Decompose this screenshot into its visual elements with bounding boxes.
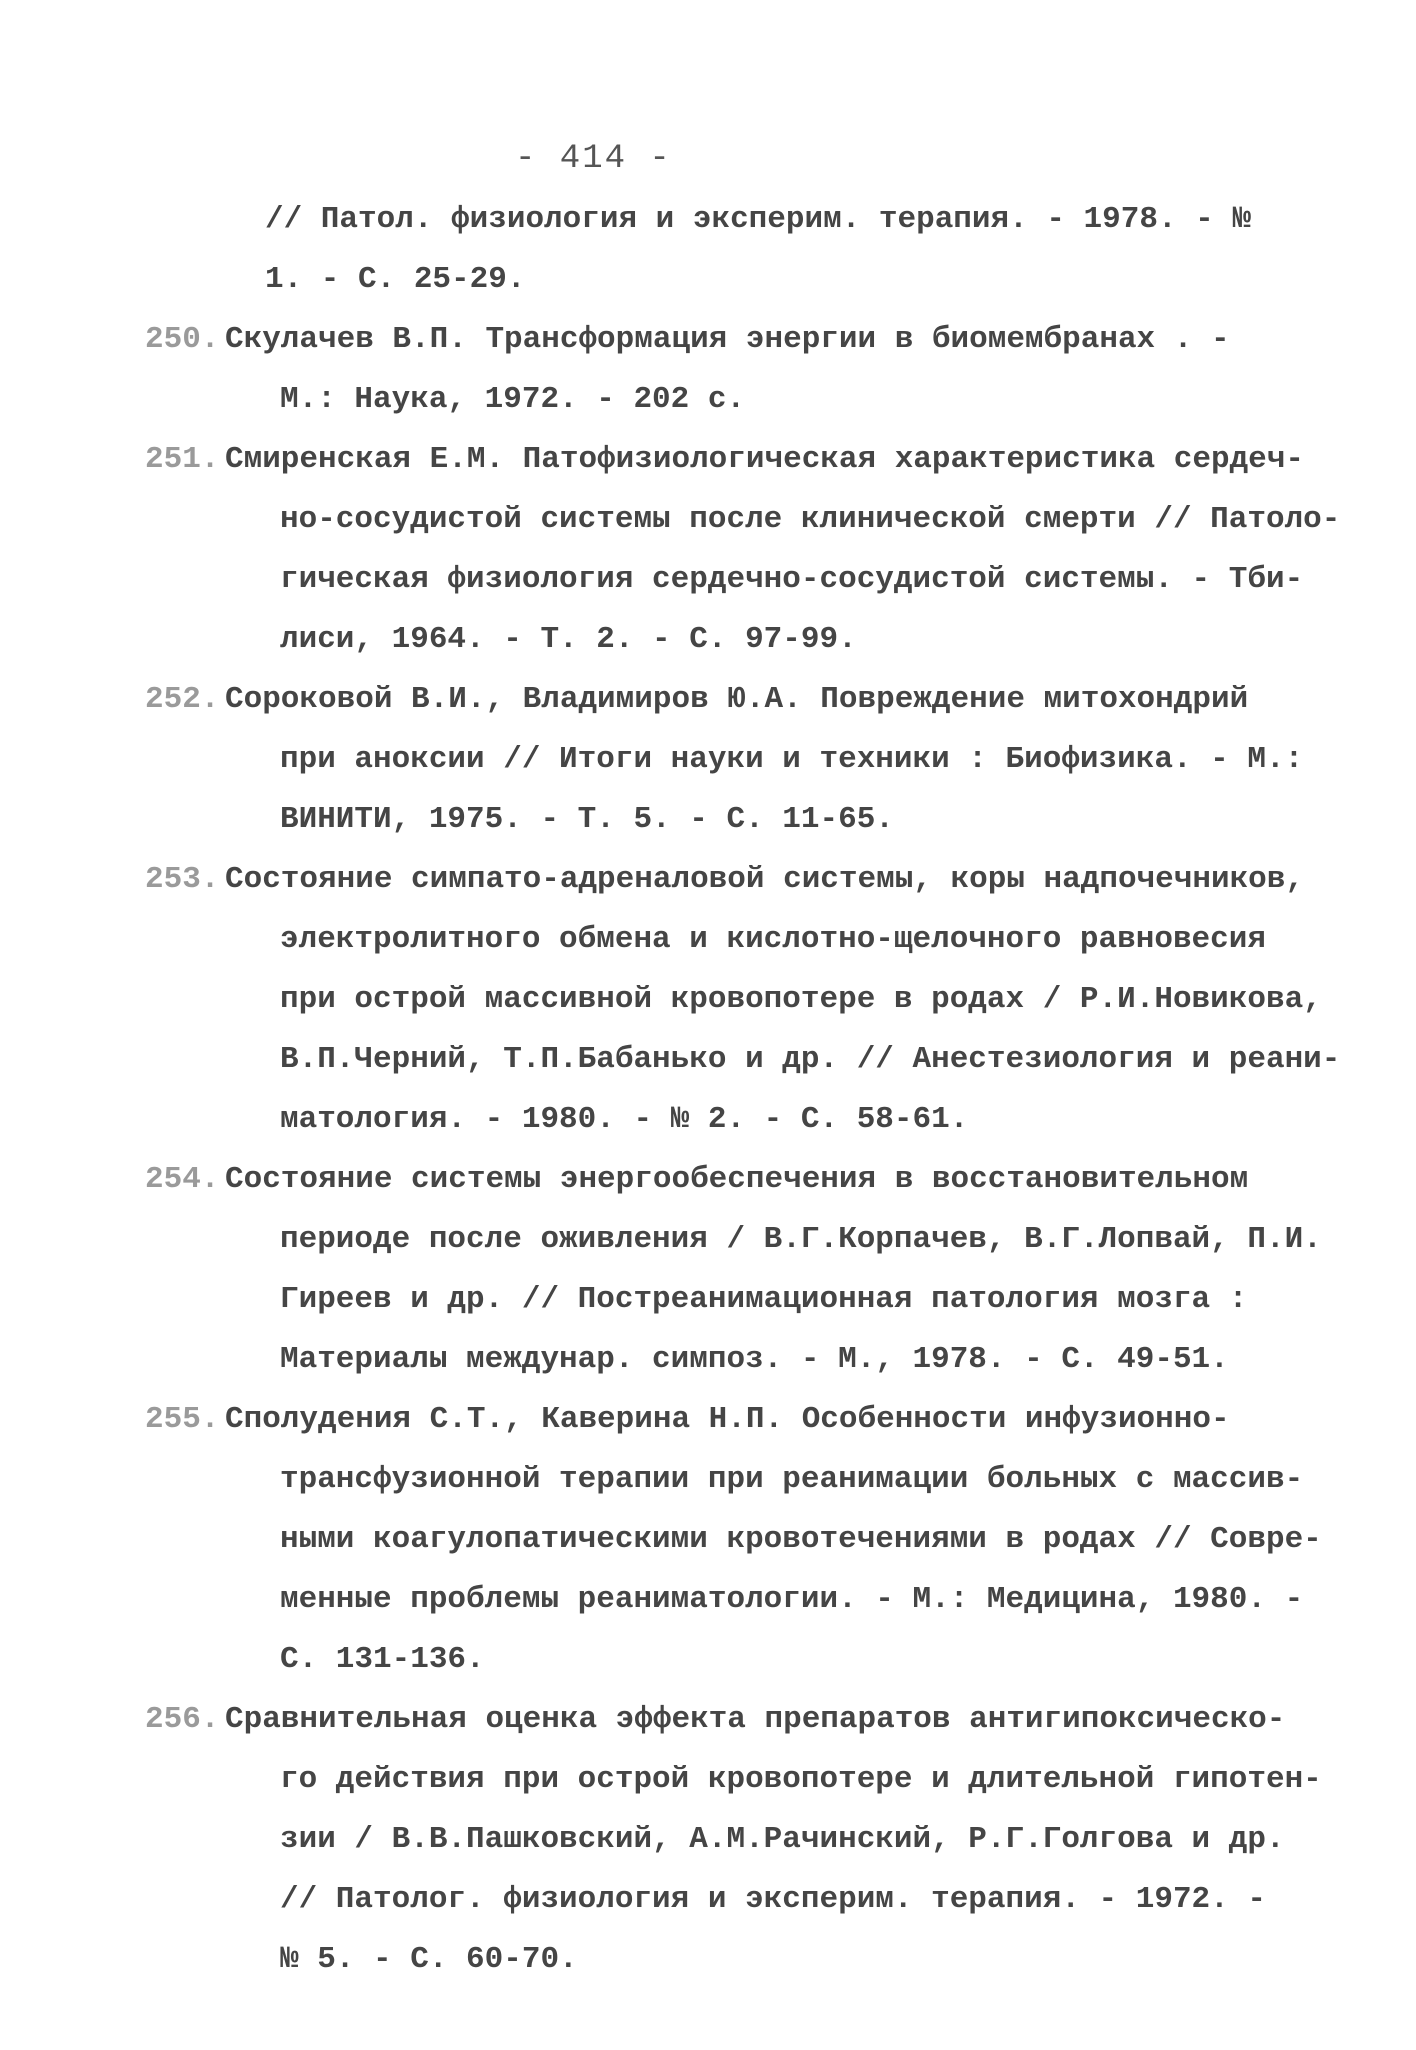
bibliography-entry bbox=[145, 1690, 1322, 1990]
entry-line: менные проблемы реаниматологии. - М.: Медицина, 1980. - bbox=[280, 1582, 1304, 1617]
entry-line: трансфузионной терапии при реанимации больных с массив- bbox=[280, 1462, 1304, 1497]
entry-line: Скулачев В.П. Трансформация энергии в биомембранах . - bbox=[225, 322, 1230, 357]
entry-number: 252. bbox=[145, 682, 220, 717]
entry-line: М.: Наука, 1972. - 202 с. bbox=[280, 382, 746, 417]
entry-line: матология. - 1980. - № 2. - С. 58-61. bbox=[280, 1102, 969, 1137]
entry-line: лиси, 1964. - Т. 2. - С. 97-99. bbox=[280, 622, 857, 657]
entry-line: электролитного обмена и кислотно-щелочного равновесия bbox=[280, 922, 1266, 957]
entry-line: при острой массивной кровопотере в родах / Р.И.Новикова, bbox=[280, 982, 1322, 1017]
entry-line: № 5. - С. 60-70. bbox=[280, 1942, 578, 1977]
entry-number: 251. bbox=[145, 442, 220, 477]
entry-number: 255. bbox=[145, 1402, 220, 1437]
entry-line: Смиренская Е.М. Патофизиологическая характеристика сердеч- bbox=[225, 442, 1304, 477]
entry-line: го действия при острой кровопотере и длительной гипотен- bbox=[280, 1762, 1322, 1797]
entry-line: В.П.Черний, Т.П.Бабанько и др. // Анестезиология и реани- bbox=[280, 1042, 1341, 1077]
entry-line: ными коагулопатическими кровотечениями в родах // Совре- bbox=[280, 1522, 1322, 1557]
entry-number: 254. bbox=[145, 1162, 220, 1197]
bibliography-entry bbox=[145, 190, 1315, 310]
bibliography-entry bbox=[145, 850, 1341, 1150]
entry-line: Состояние симпато-адреналовой системы, коры надпочечников, bbox=[225, 862, 1304, 897]
entry-line: Сороковой В.И., Владимиров Ю.А. Повреждение митохондрий bbox=[225, 682, 1249, 717]
entry-line: 1. - С. 25-29. bbox=[265, 262, 526, 297]
entry-number: 253. bbox=[145, 862, 220, 897]
entry-line: при аноксии // Итоги науки и техники : Биофизика. - М.: bbox=[280, 742, 1304, 777]
entry-line: Материалы междунар. симпоз. - М., 1978. - С. 49-51. bbox=[280, 1342, 1229, 1377]
entry-line: С. 131-136. bbox=[280, 1642, 485, 1677]
bibliography-entry bbox=[145, 430, 1341, 670]
entry-line: Сполудения С.Т., Каверина Н.П. Особенности инфузионно- bbox=[225, 1402, 1230, 1437]
bibliography-entry bbox=[145, 670, 1315, 850]
entry-line: Состояние системы энергообеспечения в восстановительном bbox=[225, 1162, 1249, 1197]
bibliography-entry bbox=[145, 1150, 1322, 1390]
entry-line: периоде после оживления / В.Г.Корпачев, В.Г.Лопвай, П.И. bbox=[280, 1222, 1322, 1257]
bibliography-entry bbox=[145, 310, 1315, 430]
entry-line: зии / В.В.Пашковский, А.М.Рачинский, Р.Г.Голгова и др. bbox=[280, 1822, 1285, 1857]
page-number: - 414 - bbox=[515, 140, 672, 178]
entry-number: 250. bbox=[145, 322, 220, 357]
entry-number: 256. bbox=[145, 1702, 220, 1737]
entry-line: Гиреев и др. // Постреанимационная патология мозга : bbox=[280, 1282, 1248, 1317]
entry-line: // Патол. физиология и эксперим. терапия. - 1978. - № bbox=[265, 202, 1251, 237]
entry-line: ВИНИТИ, 1975. - Т. 5. - С. 11-65. bbox=[280, 802, 894, 837]
entry-line: // Патолог. физиология и эксперим. терапия. - 1972. - bbox=[280, 1882, 1266, 1917]
entry-line: гическая физиология сердечно-сосудистой системы. - Тби- bbox=[280, 562, 1304, 597]
bibliography-entry bbox=[145, 1390, 1322, 1690]
entry-line: но-сосудистой системы после клинической смерти // Патоло- bbox=[280, 502, 1341, 537]
entry-line: Сравнительная оценка эффекта препаратов антигипоксическо- bbox=[225, 1702, 1286, 1737]
